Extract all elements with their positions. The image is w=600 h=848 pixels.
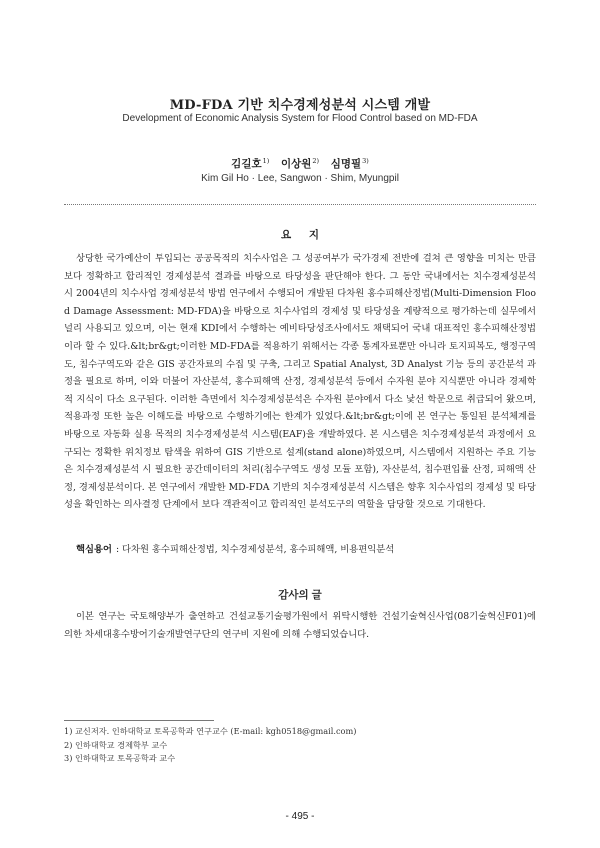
author-1 (231, 158, 269, 170)
page-number: - 495 - (285, 811, 315, 822)
authors-korean (0, 156, 600, 171)
paper-subtitle: Development of Economic Analysis System for Flood Control based on MD-FDA (122, 113, 478, 124)
header-divider (64, 204, 536, 205)
keywords-text: : 다차원 홍수피해산정법, 치수경제성분석, 홍수피해액, 비용편익분석 (115, 544, 395, 555)
author-mark: 2) (312, 157, 320, 165)
author-mark: 1) (262, 157, 270, 165)
author-3 (331, 158, 369, 170)
footnote-1: 1) 교신저자. 인하대학교 토목공학과 연구교수 (E-mail: kgh0518@gmail.com) (64, 726, 357, 736)
acknowledgement-heading: 감사의 글 (278, 589, 322, 601)
keywords (76, 541, 536, 558)
author-2 (281, 158, 319, 170)
author-name: 심명필 (330, 158, 362, 170)
authors-english: Kim Gil Ho · Lee, Sangwon · Shim, Myungpil (201, 173, 399, 184)
author-mark: 3) (362, 157, 369, 165)
footnote-divider (64, 720, 214, 721)
paper-title: MD-FDA 기반 치수경제성분석 시스템 개발 (169, 98, 431, 113)
author-name: 이상원 (280, 158, 312, 170)
footnotes (64, 725, 536, 766)
footnote-3: 3) 인하대학교 토목공학과 교수 (64, 753, 176, 763)
abstract-heading: 요 지 (281, 229, 319, 241)
author-name: 김길호 (231, 158, 262, 170)
acknowledgement-body: 이본 연구는 국토해양부가 출연하고 건설교통기술평가원에서 위탁시행한 건설기술혁신사업(08기술혁신F01)에 의한 차세대홍수방어기술개발연구단의 연구비 지원에 의해 수행되었습니다. (64, 611, 536, 640)
abstract-body: 상당한 국가예산이 투입되는 공공목적의 치수사업은 그 성공여부가 국가경제 전반에 걸쳐 큰 영향을 미치는 만큼 보다 정확하고 합리적인 경제성분석 결과를 바탕으로 타당성을 판단해야 한다. 그 동안 국내에서는 치수경제성분석 시 2004년의 치수사업 경제성분석 방법 연구에서 수행되어 개발된 다차원 홍수피해산정법(Multi-Dimension Flood Damage Assessment: MD-FDA)을 바탕으로 치수사업의 경제성 및 타당성을 계량적으로 평가하는데 실무에서 널리 사용되고 있으며, 이는 현재 KDI에서 수행하는 예비타당성조사에서도 채택되어 국내 대표적인 홍수피해산정법이라 할 수 있다.&lt;br&gt;이러한 MD-FDA를 적용하기 위해서는 각종 통계자료뿐만 아니라 토지피복도, 행정구역도, 침수구역도와 같은 GIS 공간자료의 수집 및 구축, 그리고 Spatial Analyst, 3D Analyst 기능 등의 공간분석 과정을 필요로 하며, 이와 더불어 자산분석, 홍수피해액 산정, 경제성분석 등에서 수자원 분야 지식뿐만 아니라 경제학적 지식이 다소 요구된다. 이러한 측면에서 치수경제성분석은 수자원 분야에서 다소 낯선 학문으로 취급되어 왔으며, 적용과정 또한 높은 이해도를 바탕으로 수행하기에는 한계가 있었다.&lt;br&gt;이에 본 연구는 통일된 분석체계를 바탕으로 자동화 실용 목적의 치수경제성분석 시스템(EAF)을 개발하였다. 본 시스템은 치수경제성분석 과정에서 요구되는 정확한 위치정보 탐색을 위하여 GIS 기반으로 설계(stand alone)하였으며, 시스템에서 지원하는 주요 기능은 치수경제성분석 시 필요한 공간데이터의 처리(침수구역도 생성 모듈 포함), 자산분석, 침수편입률 산정, 피해액 산정, 경제성분석이다. 본 연구에서 개발한 MD-FDA 기반의 치수경제성분석 시스템은 향후 치수사업의 경제성 및 타당성을 확인하는 의사결정 단계에서 보다 객관적이고 합리적인 분석도구의 역할을 담당할 것으로 기대한다. (64, 253, 536, 511)
keywords-label: 핵심용어 (76, 544, 112, 554)
footnote-2: 2) 인하대학교 경제학부 교수 (64, 739, 168, 750)
